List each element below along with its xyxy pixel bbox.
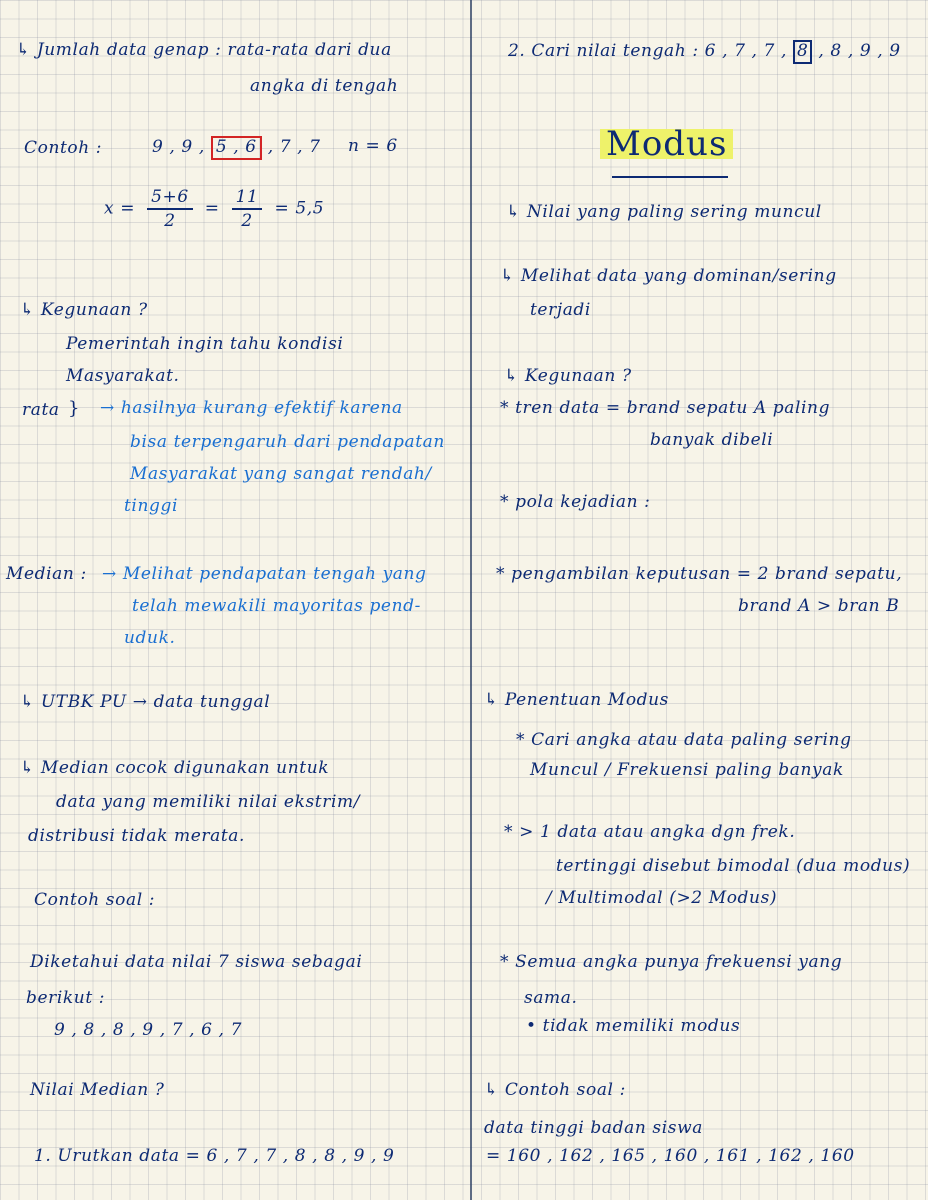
note-line: Masyarakat. xyxy=(66,366,180,386)
data-list: = 160 , 162 , 165 , 160 , 161 , 162 , 160 xyxy=(486,1146,855,1166)
section-heading: ↳ Penentuan Modus xyxy=(484,690,670,710)
note-line: data tinggi badan siswa xyxy=(484,1118,703,1138)
note-line: ↳ UTBK PU → data tunggal xyxy=(20,692,271,712)
formula-variable: x = xyxy=(104,198,136,219)
note-line: * tren data = brand sepatu A paling xyxy=(500,398,831,418)
note-line: ↳ Nilai yang paling sering muncul xyxy=(506,202,822,222)
example-data xyxy=(152,136,321,160)
note-line: Muncul / Frekuensi paling banyak xyxy=(530,760,844,780)
sample-size: n = 6 xyxy=(348,136,398,156)
note-line: 1. Urutkan data = 6 , 7 , 7 , 8 , 8 , 9 , 9 xyxy=(34,1146,395,1166)
sorted-data-start: 2. Cari nilai tengah : 6 , 7 , 7 , xyxy=(508,41,787,61)
title-highlight: Modus xyxy=(600,124,733,164)
note-line: data yang memiliki nilai ekstrim/ xyxy=(56,792,361,812)
note-line: sama. xyxy=(524,988,578,1008)
note-line: banyak dibeli xyxy=(650,430,774,450)
fraction-sum xyxy=(147,186,193,232)
note-line: * pola kejadian : xyxy=(500,492,651,512)
note-line: Pemerintah ingin tahu kondisi xyxy=(66,334,344,354)
example-label: Contoh : xyxy=(24,138,103,158)
example-data-start: 9 , 9 , xyxy=(152,137,205,157)
note-line: * pengambilan keputusan = 2 brand sepatu, xyxy=(496,564,903,584)
title-underline xyxy=(612,176,728,178)
blue-note-line: bisa terpengaruh dari pendapatan xyxy=(130,432,445,452)
note-line: ↳ Melihat data yang dominan/sering xyxy=(500,266,837,286)
note-line: terjadi xyxy=(530,300,591,320)
data-list: 9 , 8 , 8 , 9 , 7 , 6 , 7 xyxy=(54,1020,242,1040)
section-heading: ↳ Contoh soal : xyxy=(484,1080,626,1100)
fraction-numerator: 5+6 xyxy=(147,186,193,210)
blue-note-line: uduk. xyxy=(124,628,176,648)
blue-note-line: tinggi xyxy=(124,496,179,516)
brace-icon: } xyxy=(68,398,80,419)
note-line: brand A > bran B xyxy=(738,596,900,616)
highlighted-middle-values: 5 , 6 xyxy=(211,136,262,160)
note-line: * > 1 data atau angka dgn frek. xyxy=(504,822,796,842)
note-line: angka di tengah xyxy=(250,76,399,96)
fraction-denominator: 2 xyxy=(241,211,253,232)
fraction-denominator: 2 xyxy=(164,211,176,232)
page-title xyxy=(600,124,733,164)
median-value-box: 8 xyxy=(793,40,812,64)
section-heading: ↳ Kegunaan ? xyxy=(20,300,148,320)
median-formula xyxy=(104,186,324,232)
note-line: * Semua angka punya frekuensi yang xyxy=(500,952,843,972)
section-heading: Contoh soal : xyxy=(34,890,156,910)
note-line: berikut : xyxy=(26,988,106,1008)
note-line: • tidak memiliki modus xyxy=(526,1016,741,1036)
section-heading: ↳ Kegunaan ? xyxy=(504,366,632,386)
blue-note-line: Masyarakat yang sangat rendah/ xyxy=(130,464,432,484)
section-heading: Nilai Median ? xyxy=(30,1080,165,1100)
fraction-total xyxy=(232,186,263,232)
notebook-column-divider xyxy=(470,0,472,1200)
note-line: / Multimodal (>2 Modus) xyxy=(546,888,778,908)
note-line: distribusi tidak merata. xyxy=(28,826,246,846)
note-line xyxy=(508,40,901,64)
note-line: ↳ Jumlah data genap : rata-rata dari dua xyxy=(16,40,392,60)
sorted-data-end: , 8 , 9 , 9 xyxy=(818,41,901,61)
note-line: tertinggi disebut bimodal (dua modus) xyxy=(556,856,911,876)
side-label: Median : xyxy=(6,564,87,584)
blue-note-line: → hasilnya kurang efektif karena xyxy=(100,398,403,418)
note-line: ↳ Median cocok digunakan untuk xyxy=(20,758,330,778)
formula-result: = 5,5 xyxy=(274,198,325,219)
equals-sign: = xyxy=(204,198,220,219)
blue-note-line: telah mewakili mayoritas pend- xyxy=(132,596,421,616)
note-line: Diketahui data nilai 7 siswa sebagai xyxy=(30,952,363,972)
side-label: rata xyxy=(22,400,60,420)
example-data-end: , 7 , 7 xyxy=(267,137,321,157)
fraction-numerator: 11 xyxy=(232,186,263,210)
blue-note-line: → Melihat pendapatan tengah yang xyxy=(102,564,427,584)
note-line: * Cari angka atau data paling sering xyxy=(516,730,852,750)
